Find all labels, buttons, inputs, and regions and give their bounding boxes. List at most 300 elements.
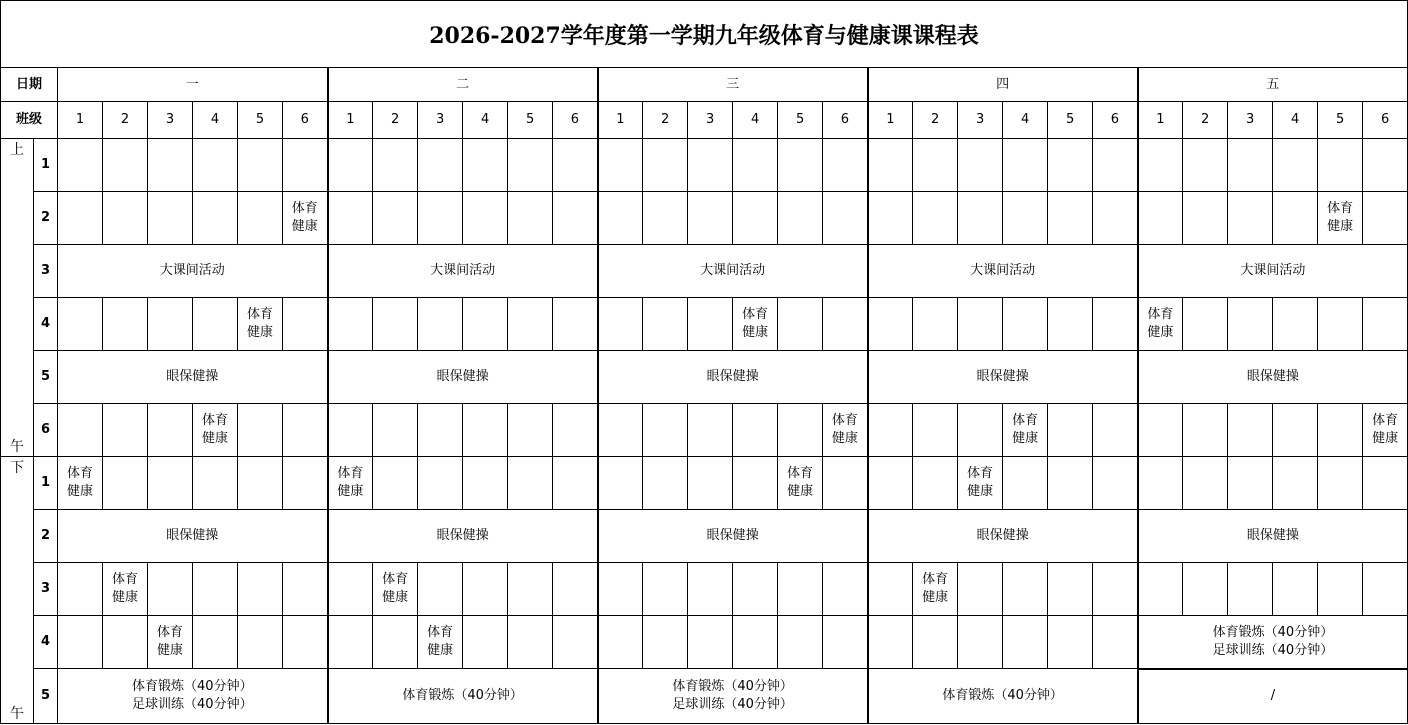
schedule-cell — [598, 457, 643, 510]
schedule-cell — [1363, 563, 1408, 616]
football-training-text: 足球训练（40分钟） — [132, 697, 253, 712]
date-label: 日期 — [1, 68, 58, 102]
day-header: 三 — [598, 68, 868, 102]
pe-lesson-cell — [733, 298, 778, 351]
pe-text-line1: 体育 — [1012, 413, 1039, 428]
activity-cell: 眼保健操 — [868, 510, 1138, 563]
schedule-cell — [238, 139, 283, 192]
schedule-cell — [598, 298, 643, 351]
schedule-cell — [463, 139, 508, 192]
period-number: 3 — [34, 245, 58, 298]
pe-text-line2: 健康 — [67, 484, 94, 499]
pe-lesson-cell — [1363, 404, 1408, 457]
schedule-cell — [868, 192, 913, 245]
schedule-cell — [103, 404, 148, 457]
activity-cell: 眼保健操 — [328, 510, 598, 563]
pe-text-line2: 健康 — [202, 431, 229, 446]
schedule-cell — [733, 192, 778, 245]
period-number: 4 — [34, 616, 58, 669]
schedule-cell — [508, 298, 553, 351]
schedule-cell — [958, 563, 1003, 616]
schedule-cell — [373, 298, 418, 351]
schedule-cell — [868, 139, 913, 192]
schedule-cell — [1228, 457, 1273, 510]
schedule-cell — [1048, 298, 1093, 351]
schedule-cell — [688, 616, 733, 669]
schedule-cell — [148, 563, 193, 616]
schedule-cell — [1228, 404, 1273, 457]
activity-cell: 眼保健操 — [598, 510, 868, 563]
schedule-cell — [913, 139, 958, 192]
schedule-cell — [1273, 563, 1318, 616]
pe-text-line1: 体育 — [202, 413, 229, 428]
activity-cell — [598, 669, 868, 724]
pe-lesson-cell — [1003, 404, 1048, 457]
schedule-cell — [913, 298, 958, 351]
activity-cell: 大课间活动 — [1138, 245, 1408, 298]
schedule-cell — [508, 457, 553, 510]
schedule-cell — [508, 616, 553, 669]
schedule-cell — [733, 563, 778, 616]
schedule-cell — [58, 616, 103, 669]
class-number: 3 — [1228, 102, 1273, 139]
pe-text-line1: 体育 — [382, 572, 409, 587]
schedule-cell — [688, 404, 733, 457]
schedule-cell — [778, 298, 823, 351]
schedule-cell — [193, 298, 238, 351]
activity-cell: 眼保健操 — [1138, 510, 1408, 563]
schedule-cell — [193, 563, 238, 616]
schedule-cell — [103, 616, 148, 669]
schedule-cell — [1228, 192, 1273, 245]
schedule-cell — [103, 139, 148, 192]
schedule-cell — [778, 404, 823, 457]
class-number: 1 — [868, 102, 913, 139]
pe-lesson-cell — [913, 563, 958, 616]
schedule-cell — [643, 298, 688, 351]
schedule-cell — [823, 457, 868, 510]
schedule-cell — [238, 192, 283, 245]
schedule-cell — [1183, 457, 1228, 510]
schedule-cell — [553, 457, 598, 510]
schedule-cell — [553, 563, 598, 616]
schedule-cell — [463, 404, 508, 457]
schedule-cell — [1003, 298, 1048, 351]
schedule-cell — [193, 457, 238, 510]
schedule-cell — [193, 616, 238, 669]
schedule-cell — [373, 139, 418, 192]
pe-text-line2: 健康 — [1372, 431, 1399, 446]
schedule-cell — [823, 616, 868, 669]
schedule-cell — [823, 563, 868, 616]
schedule-cell — [1003, 616, 1048, 669]
schedule-cell — [328, 192, 373, 245]
schedule-cell — [1048, 192, 1093, 245]
schedule-cell — [598, 563, 643, 616]
pe-text-line1: 体育 — [337, 466, 364, 481]
schedule-cell — [1363, 139, 1408, 192]
class-number: 3 — [148, 102, 193, 139]
schedule-cell — [733, 457, 778, 510]
schedule-cell — [103, 298, 148, 351]
pe-lesson-cell — [1318, 192, 1363, 245]
schedule-cell — [1318, 457, 1363, 510]
class-label: 班级 — [1, 102, 58, 139]
schedule-cell — [148, 404, 193, 457]
schedule-cell — [1138, 457, 1183, 510]
schedule-cell — [328, 616, 373, 669]
schedule-cell — [1048, 457, 1093, 510]
class-number: 3 — [418, 102, 463, 139]
schedule-cell — [103, 457, 148, 510]
schedule-cell — [148, 192, 193, 245]
activity-cell — [1138, 616, 1408, 669]
activity-cell: / — [1138, 669, 1408, 724]
schedule-cell — [418, 457, 463, 510]
activity-cell: 大课间活动 — [598, 245, 868, 298]
schedule-cell — [1228, 298, 1273, 351]
schedule-cell — [508, 404, 553, 457]
schedule-cell — [1183, 404, 1228, 457]
class-number: 4 — [463, 102, 508, 139]
schedule-cell — [1048, 616, 1093, 669]
schedule-cell — [418, 298, 463, 351]
activity-cell: 眼保健操 — [328, 351, 598, 404]
schedule-cell — [733, 139, 778, 192]
schedule-cell — [643, 404, 688, 457]
activity-cell: 眼保健操 — [58, 510, 328, 563]
class-number: 6 — [1363, 102, 1408, 139]
schedule-cell — [1093, 404, 1138, 457]
schedule-cell — [283, 139, 328, 192]
pe-text-line1: 体育 — [742, 307, 769, 322]
schedule-cell — [1138, 563, 1183, 616]
schedule-cell — [1318, 563, 1363, 616]
pe-training-text: 体育锻炼（40分钟） — [672, 679, 793, 694]
schedule-cell — [823, 139, 868, 192]
schedule-cell — [373, 404, 418, 457]
activity-cell: 眼保健操 — [598, 351, 868, 404]
class-number: 4 — [733, 102, 778, 139]
pe-text-line2: 健康 — [1147, 325, 1174, 340]
schedule-cell — [283, 616, 328, 669]
pe-lesson-cell — [328, 457, 373, 510]
schedule-cell — [553, 139, 598, 192]
schedule-cell — [1048, 404, 1093, 457]
class-number: 2 — [1183, 102, 1228, 139]
pe-text-line1: 体育 — [1147, 307, 1174, 322]
period-number: 1 — [34, 457, 58, 510]
pe-text-line2: 健康 — [291, 219, 318, 234]
schedule-cell — [1183, 192, 1228, 245]
schedule-cell — [193, 139, 238, 192]
schedule-cell — [193, 192, 238, 245]
schedule-cell — [913, 457, 958, 510]
schedule-cell — [1273, 192, 1318, 245]
football-training-text: 足球训练（40分钟） — [672, 697, 793, 712]
day-header: 一 — [58, 68, 328, 102]
pe-text-line2: 健康 — [427, 643, 454, 658]
schedule-cell — [643, 616, 688, 669]
schedule-cell — [328, 298, 373, 351]
schedule-cell — [58, 563, 103, 616]
pe-lesson-cell — [103, 563, 148, 616]
schedule-cell — [643, 192, 688, 245]
activity-cell: 眼保健操 — [58, 351, 328, 404]
pe-text-line1: 体育 — [427, 625, 454, 640]
schedule-cell — [598, 192, 643, 245]
schedule-cell — [688, 139, 733, 192]
period-number: 5 — [34, 669, 58, 724]
schedule-cell — [148, 457, 193, 510]
pe-text-line2: 健康 — [742, 325, 769, 340]
pe-lesson-cell — [823, 404, 868, 457]
activity-cell: 大课间活动 — [58, 245, 328, 298]
schedule-cell — [238, 616, 283, 669]
schedule-cell — [688, 192, 733, 245]
afternoon-label — [1, 457, 34, 724]
schedule-cell — [418, 139, 463, 192]
class-number: 1 — [1138, 102, 1183, 139]
schedule-cell — [238, 404, 283, 457]
schedule-cell — [553, 616, 598, 669]
schedule-cell — [868, 457, 913, 510]
period-number: 6 — [34, 404, 58, 457]
activity-cell: 大课间活动 — [868, 245, 1138, 298]
schedule-cell — [283, 563, 328, 616]
activity-cell: 体育锻炼（40分钟） — [328, 669, 598, 724]
pe-text-line1: 体育 — [1327, 201, 1354, 216]
schedule-cell — [868, 298, 913, 351]
period-number: 2 — [34, 510, 58, 563]
schedule-cell — [508, 563, 553, 616]
pe-training-text: 体育锻炼（40分钟） — [132, 679, 253, 694]
schedule-cell — [283, 298, 328, 351]
schedule-cell — [418, 404, 463, 457]
schedule-cell — [913, 192, 958, 245]
schedule-cell — [463, 192, 508, 245]
class-number: 3 — [688, 102, 733, 139]
schedule-cell — [778, 139, 823, 192]
schedule-cell — [58, 404, 103, 457]
pe-training-text: 体育锻炼（40分钟） — [1212, 624, 1334, 640]
pe-text-line1: 体育 — [831, 413, 858, 428]
schedule-cell — [418, 192, 463, 245]
schedule-cell — [643, 457, 688, 510]
schedule-cell — [1273, 139, 1318, 192]
schedule-cell — [553, 404, 598, 457]
activity-cell: 体育锻炼（40分钟） — [868, 669, 1138, 724]
pe-text-line2: 健康 — [112, 590, 139, 605]
schedule-cell — [778, 616, 823, 669]
class-number: 3 — [958, 102, 1003, 139]
schedule-cell — [1138, 139, 1183, 192]
pe-lesson-cell — [778, 457, 823, 510]
schedule-cell — [1093, 457, 1138, 510]
schedule-cell — [1093, 616, 1138, 669]
half-label-top: 下 — [10, 460, 24, 476]
schedule-cell — [1183, 139, 1228, 192]
schedule-cell — [1363, 192, 1408, 245]
schedule-cell — [1183, 563, 1228, 616]
half-label-top: 上 — [10, 142, 24, 158]
schedule-cell — [463, 457, 508, 510]
schedule-cell — [643, 563, 688, 616]
schedule-cell — [373, 457, 418, 510]
schedule-cell — [1318, 404, 1363, 457]
pe-lesson-cell — [418, 616, 463, 669]
schedule-cell — [103, 192, 148, 245]
class-number: 1 — [328, 102, 373, 139]
class-number: 6 — [283, 102, 328, 139]
pe-lesson-cell — [238, 298, 283, 351]
schedule-cell — [328, 139, 373, 192]
pe-text-line1: 体育 — [1372, 413, 1399, 428]
schedule-cell — [1363, 298, 1408, 351]
schedule-cell — [1273, 457, 1318, 510]
pe-text-line1: 体育 — [922, 572, 949, 587]
class-number: 5 — [238, 102, 283, 139]
schedule-cell — [328, 563, 373, 616]
schedule-cell — [1138, 192, 1183, 245]
pe-text-line2: 健康 — [382, 590, 409, 605]
half-label-bottom: 午 — [10, 439, 24, 455]
schedule-cell — [328, 404, 373, 457]
schedule-cell — [463, 298, 508, 351]
pe-lesson-cell — [148, 616, 193, 669]
schedule-cell — [508, 192, 553, 245]
schedule-cell — [463, 616, 508, 669]
pe-lesson-cell — [373, 563, 418, 616]
pe-lesson-cell — [958, 457, 1003, 510]
schedule-cell — [598, 139, 643, 192]
schedule-cell — [1273, 298, 1318, 351]
schedule-cell — [148, 139, 193, 192]
pe-lesson-cell — [58, 457, 103, 510]
pe-text-line2: 健康 — [922, 590, 949, 605]
class-number: 6 — [553, 102, 598, 139]
schedule-table — [0, 67, 1408, 724]
pe-lesson-cell — [193, 404, 238, 457]
schedule-cell — [823, 298, 868, 351]
pe-text-line2: 健康 — [157, 643, 184, 658]
schedule-cell — [1003, 457, 1048, 510]
schedule-cell — [1093, 192, 1138, 245]
class-number: 2 — [643, 102, 688, 139]
schedule-cell — [1228, 139, 1273, 192]
schedule-cell — [868, 404, 913, 457]
pe-text-line2: 健康 — [1327, 219, 1354, 234]
schedule-cell — [418, 563, 463, 616]
schedule-cell — [1138, 404, 1183, 457]
day-header: 二 — [328, 68, 598, 102]
schedule-cell — [1093, 139, 1138, 192]
schedule-cell — [778, 563, 823, 616]
schedule-cell — [58, 298, 103, 351]
class-number: 4 — [1003, 102, 1048, 139]
day-header: 五 — [1138, 68, 1408, 102]
activity-cell — [58, 669, 328, 724]
pe-text-line2: 健康 — [787, 484, 814, 499]
schedule-cell — [868, 563, 913, 616]
pe-text-line1: 体育 — [247, 307, 274, 322]
schedule-cell — [958, 192, 1003, 245]
schedule-cell — [733, 404, 778, 457]
schedule-title: 2026-2027学年度第一学期九年级体育与健康课课程表 — [0, 0, 1408, 67]
schedule-cell — [463, 563, 508, 616]
schedule-cell — [958, 139, 1003, 192]
schedule-cell — [1003, 139, 1048, 192]
schedule-cell — [1093, 298, 1138, 351]
schedule-cell — [283, 404, 328, 457]
schedule-cell — [868, 616, 913, 669]
schedule-cell — [1363, 457, 1408, 510]
schedule-cell — [1273, 404, 1318, 457]
schedule-cell — [1318, 139, 1363, 192]
schedule-cell — [58, 192, 103, 245]
schedule-cell — [1318, 298, 1363, 351]
schedule-cell — [1183, 298, 1228, 351]
schedule-cell — [688, 563, 733, 616]
class-number: 5 — [778, 102, 823, 139]
schedule-cell — [598, 404, 643, 457]
pe-text-line1: 体育 — [967, 466, 994, 481]
schedule-cell — [1228, 563, 1273, 616]
schedule-cell — [958, 404, 1003, 457]
schedule-cell — [823, 192, 868, 245]
morning-label — [1, 139, 34, 457]
period-number: 5 — [34, 351, 58, 404]
class-number: 1 — [58, 102, 103, 139]
pe-lesson-cell — [283, 192, 328, 245]
schedule-cell — [373, 616, 418, 669]
class-number: 2 — [103, 102, 148, 139]
pe-text-line1: 体育 — [291, 201, 318, 216]
schedule-cell — [508, 139, 553, 192]
class-number: 6 — [1093, 102, 1138, 139]
schedule-cell — [373, 192, 418, 245]
class-number: 2 — [373, 102, 418, 139]
schedule-cell — [688, 298, 733, 351]
schedule-cell — [958, 298, 1003, 351]
schedule-cell — [688, 457, 733, 510]
period-number: 4 — [34, 298, 58, 351]
schedule-cell — [58, 139, 103, 192]
schedule-cell — [913, 616, 958, 669]
day-header: 四 — [868, 68, 1138, 102]
pe-text-line1: 体育 — [157, 625, 184, 640]
schedule-cell — [733, 616, 778, 669]
schedule-cell — [1048, 139, 1093, 192]
class-number: 5 — [508, 102, 553, 139]
activity-cell: 眼保健操 — [868, 351, 1138, 404]
half-label-bottom: 午 — [10, 706, 24, 722]
schedule-cell — [1003, 192, 1048, 245]
pe-text-line2: 健康 — [337, 484, 364, 499]
pe-text-line2: 健康 — [1012, 431, 1039, 446]
schedule-cell — [553, 298, 598, 351]
schedule-cell — [553, 192, 598, 245]
schedule-cell — [778, 192, 823, 245]
pe-lesson-cell — [1138, 298, 1183, 351]
schedule-cell — [598, 616, 643, 669]
pe-text-line1: 体育 — [67, 466, 94, 481]
class-number: 5 — [1048, 102, 1093, 139]
class-number: 6 — [823, 102, 868, 139]
schedule-cell — [913, 404, 958, 457]
class-number: 5 — [1318, 102, 1363, 139]
schedule-cell — [283, 457, 328, 510]
